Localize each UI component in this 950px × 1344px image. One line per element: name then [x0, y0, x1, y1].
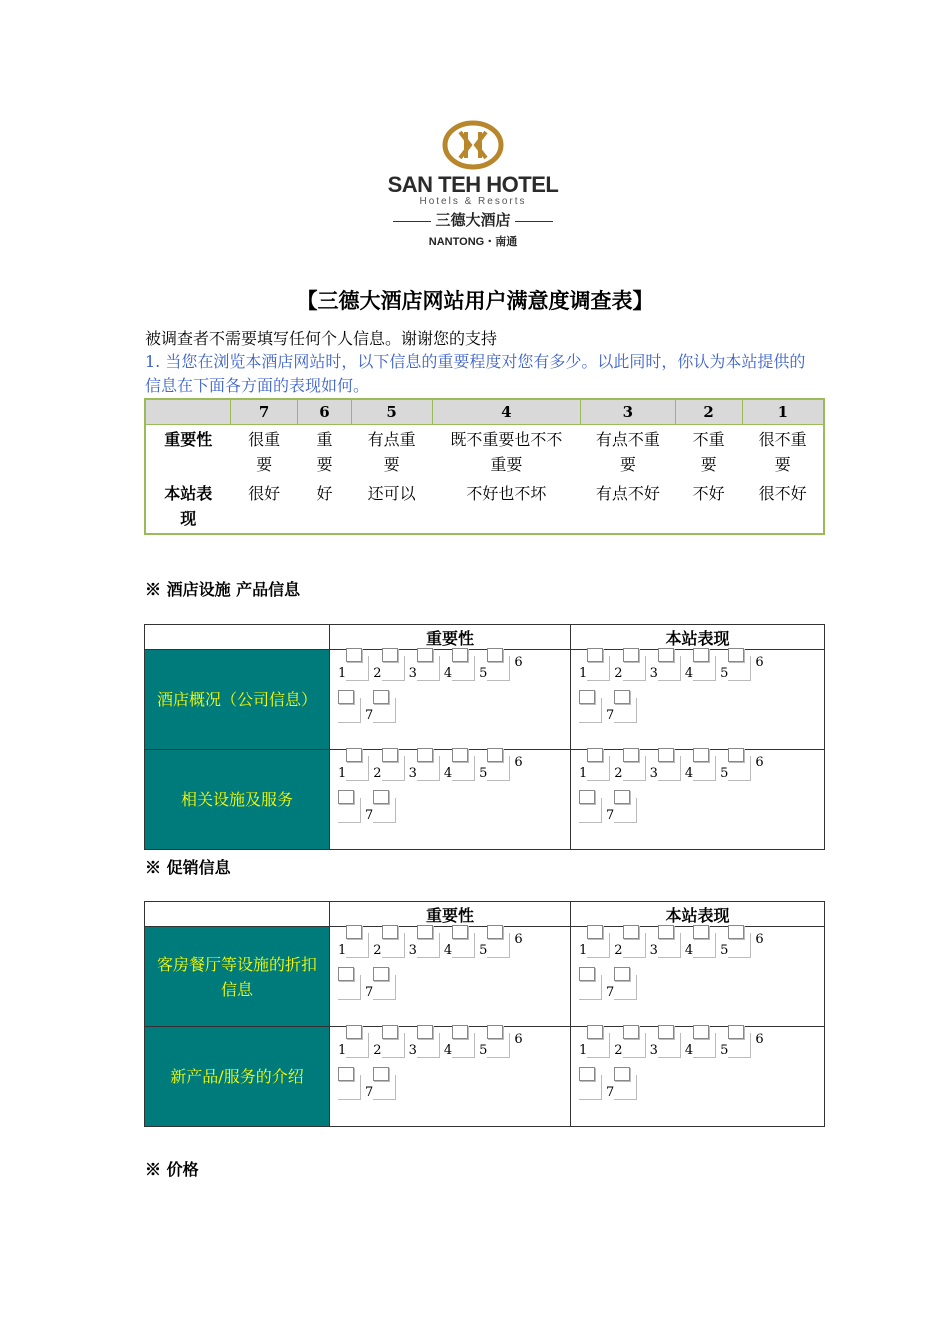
rating-options: [571, 1027, 824, 1100]
rating-number: 7: [606, 1085, 615, 1100]
rating-option-2[interactable]: [373, 1033, 404, 1058]
rating-number: 1: [579, 1043, 588, 1058]
rating-number: 4: [684, 666, 694, 681]
rating-number: 4: [443, 666, 453, 681]
rating-checkbox[interactable]: [487, 648, 503, 662]
performance-rating: [571, 1027, 825, 1127]
table-row: [145, 927, 825, 1027]
rating-number: 1: [579, 943, 588, 958]
rating-checkbox[interactable]: [346, 1025, 362, 1039]
row-header: 本站表现: [164, 484, 213, 528]
scale-table: [144, 398, 825, 535]
rating-option-4[interactable]: [685, 656, 716, 681]
rating-option-7[interactable]: [606, 798, 637, 823]
rating-number: 3: [649, 666, 658, 681]
hotel-logo: [383, 120, 563, 252]
rating-number: 3: [408, 1043, 417, 1058]
rating-number: 4: [443, 766, 453, 781]
rating-number: 2: [373, 1043, 382, 1058]
rating-option-3[interactable]: [650, 1033, 681, 1058]
rating-number: 6: [755, 755, 764, 770]
rating-checkbox[interactable]: [614, 690, 630, 704]
rating-option-6[interactable]: [755, 1033, 763, 1047]
page-title: 【三德大酒店网站用户满意度调查表】: [296, 288, 654, 313]
rating-checkbox[interactable]: [693, 925, 709, 939]
col-importance: 重要性: [330, 625, 571, 650]
rating-option-2[interactable]: [373, 656, 404, 681]
rating-number: 4: [443, 943, 453, 958]
rating-number: 2: [614, 766, 623, 781]
rating-option-7[interactable]: [365, 798, 396, 823]
rating-option-1[interactable]: [579, 756, 610, 781]
rating-options: [571, 650, 824, 723]
rating-checkbox[interactable]: [346, 925, 362, 939]
scale-cell: 有点重要: [367, 430, 416, 474]
rating-checkbox[interactable]: [658, 1025, 674, 1039]
rating-number: 5: [720, 666, 729, 681]
scale-cell: 好: [316, 484, 333, 503]
rating-number: 1: [338, 766, 347, 781]
rating-options: [330, 1027, 570, 1100]
rating-checkbox-6[interactable]: [579, 975, 602, 1000]
intro-text: 被调查者不需要填写任何个人信息。谢谢您的支持: [145, 329, 498, 348]
section-heading: ※ 价格: [145, 1160, 199, 1179]
rating-number: 6: [514, 655, 523, 670]
rating-checkbox[interactable]: [373, 1067, 389, 1081]
rating-number: 2: [373, 943, 382, 958]
rating-number: 6: [514, 755, 523, 770]
rating-number: 5: [479, 766, 488, 781]
rating-number: 3: [649, 1043, 658, 1058]
rating-checkbox[interactable]: [417, 925, 433, 939]
rating-option-3[interactable]: [409, 756, 440, 781]
rating-table: [144, 624, 825, 850]
hotel-emblem-icon: [442, 120, 504, 170]
rating-number: 3: [408, 666, 417, 681]
col-importance: 重要性: [330, 902, 571, 927]
corner-cell: [145, 902, 330, 927]
rating-checkbox[interactable]: [623, 648, 639, 662]
rating-options: [330, 750, 570, 823]
rating-option-4[interactable]: [444, 656, 475, 681]
table-row: [145, 650, 825, 750]
rating-option-5[interactable]: [720, 1033, 751, 1058]
rating-option-4[interactable]: [444, 1033, 475, 1058]
rating-checkbox-6[interactable]: [338, 798, 361, 823]
row-label: 新产品/服务的介绍: [145, 1027, 330, 1127]
rating-checkbox[interactable]: [614, 1067, 630, 1081]
rating-checkbox[interactable]: [728, 748, 744, 762]
rating-number: 1: [338, 666, 347, 681]
rating-options: [330, 650, 570, 723]
rating-option-5[interactable]: [720, 756, 751, 781]
rating-number: 7: [365, 808, 374, 823]
rating-checkbox-6[interactable]: [579, 698, 602, 723]
rating-option-3[interactable]: [650, 933, 681, 958]
rating-number: 2: [614, 1043, 623, 1058]
rating-checkbox-6[interactable]: [338, 698, 361, 723]
rating-checkbox[interactable]: [382, 648, 398, 662]
rating-number: 1: [338, 1043, 347, 1058]
rating-checkbox[interactable]: [417, 648, 433, 662]
rating-checkbox[interactable]: [587, 925, 603, 939]
scale-cell: 还可以: [367, 484, 416, 503]
rating-option-3[interactable]: [409, 933, 440, 958]
rating-number: 3: [408, 943, 417, 958]
rating-option-2[interactable]: [373, 756, 404, 781]
rating-number: 3: [649, 943, 658, 958]
rating-checkbox[interactable]: [658, 648, 674, 662]
rating-number: 1: [579, 666, 588, 681]
hotel-city: NANTONG・南通: [428, 236, 518, 248]
performance-rating: [571, 750, 825, 850]
rating-checkbox[interactable]: [487, 1025, 503, 1039]
rating-option-1[interactable]: [338, 656, 369, 681]
scale-cell: 很好: [248, 484, 281, 503]
rating-checkbox[interactable]: [658, 748, 674, 762]
rating-option-7[interactable]: [365, 975, 396, 1000]
col-performance: 本站表现: [571, 902, 825, 927]
rating-number: 2: [614, 666, 623, 681]
rating-number: 4: [684, 1043, 694, 1058]
section-heading: ※ 酒店设施 产品信息: [145, 580, 301, 599]
scale-header: 7: [231, 399, 298, 425]
scale-header: 1: [742, 399, 824, 425]
rating-checkbox[interactable]: [587, 648, 603, 662]
scale-cell: 很不好: [758, 484, 807, 503]
scale-header: 5: [351, 399, 432, 425]
hotel-name: SAN TEH HOTEL: [387, 172, 559, 197]
rating-option-2[interactable]: [614, 756, 645, 781]
rating-checkbox[interactable]: [579, 690, 595, 704]
rating-number: 2: [373, 666, 382, 681]
rating-option-4[interactable]: [444, 933, 475, 958]
rating-option-6[interactable]: [755, 933, 763, 947]
rating-number: 3: [649, 766, 658, 781]
rating-checkbox[interactable]: [346, 748, 362, 762]
scale-cell: 很不重要: [758, 430, 807, 474]
rating-checkbox[interactable]: [338, 790, 354, 804]
rating-option-6[interactable]: [514, 756, 522, 770]
rating-number: 7: [606, 708, 615, 723]
rating-option-6[interactable]: [514, 656, 522, 670]
rating-checkbox[interactable]: [346, 648, 362, 662]
scale-header: [145, 399, 231, 425]
rating-checkbox[interactable]: [338, 690, 354, 704]
rating-checkbox[interactable]: [728, 1025, 744, 1039]
rating-number: 4: [443, 1043, 453, 1058]
rating-option-3[interactable]: [409, 1033, 440, 1058]
rating-checkbox[interactable]: [587, 748, 603, 762]
rating-number: 5: [479, 666, 488, 681]
rating-checkbox[interactable]: [579, 1067, 595, 1081]
performance-row: [145, 479, 824, 534]
rating-option-6[interactable]: [755, 656, 763, 670]
question-1: 1. 当您在浏览本酒店网站时，以下信息的重要程度对您有多少。以此同时，你认为本站提供的信息在下面各方面的表现如何。: [145, 352, 806, 395]
rating-option-4[interactable]: [685, 933, 716, 958]
rating-checkbox-6[interactable]: [579, 1075, 602, 1100]
rating-checkbox[interactable]: [579, 967, 595, 981]
scale-cell: 很重要: [248, 430, 281, 474]
rating-option-1[interactable]: [579, 933, 610, 958]
rating-checkbox[interactable]: [728, 925, 744, 939]
rating-number: 3: [408, 766, 417, 781]
rating-checkbox[interactable]: [338, 1067, 354, 1081]
rating-number: 5: [479, 943, 488, 958]
rating-checkbox[interactable]: [338, 967, 354, 981]
rating-option-1[interactable]: [338, 933, 369, 958]
rating-option-2[interactable]: [373, 933, 404, 958]
table-row: [145, 1027, 825, 1127]
performance-rating: [571, 650, 825, 750]
rating-checkbox[interactable]: [382, 925, 398, 939]
rating-checkbox[interactable]: [487, 748, 503, 762]
rating-options: [571, 927, 824, 1000]
rating-number: 7: [365, 985, 374, 1000]
scale-cell: 重要: [316, 430, 333, 474]
col-performance: 本站表现: [571, 625, 825, 650]
rating-option-5[interactable]: [479, 656, 510, 681]
rating-option-7[interactable]: [365, 1075, 396, 1100]
rating-checkbox[interactable]: [452, 1025, 468, 1039]
rating-option-1[interactable]: [338, 756, 369, 781]
rating-checkbox[interactable]: [373, 790, 389, 804]
rating-option-5[interactable]: [479, 1033, 510, 1058]
rating-number: 5: [720, 1043, 729, 1058]
rating-checkbox[interactable]: [382, 1025, 398, 1039]
scale-cell: 有点不好: [595, 484, 660, 503]
rating-option-7[interactable]: [606, 975, 637, 1000]
rating-option-7[interactable]: [606, 698, 637, 723]
performance-rating: [571, 927, 825, 1027]
rating-option-6[interactable]: [514, 933, 522, 947]
rating-number: 6: [755, 655, 764, 670]
hotel-chinese-name: 三德大酒店: [383, 209, 563, 230]
rating-option-3[interactable]: [650, 756, 681, 781]
importance-row: [145, 425, 824, 480]
row-label: 酒店概况（公司信息）: [145, 650, 330, 750]
rating-checkbox[interactable]: [614, 790, 630, 804]
rating-number: 5: [720, 943, 729, 958]
rating-option-3[interactable]: [409, 656, 440, 681]
rating-checkbox[interactable]: [579, 790, 595, 804]
rating-number: 1: [579, 766, 588, 781]
scale-cell: 既不重要也不不重要: [450, 430, 563, 474]
corner-cell: [145, 625, 330, 650]
rating-checkbox[interactable]: [452, 648, 468, 662]
scale-cell: 有点不重要: [595, 430, 660, 474]
rating-checkbox[interactable]: [587, 1025, 603, 1039]
rating-number: 6: [514, 932, 523, 947]
rating-checkbox[interactable]: [373, 967, 389, 981]
rating-checkbox-6[interactable]: [338, 975, 361, 1000]
rating-number: 6: [755, 932, 764, 947]
rating-checkbox[interactable]: [382, 748, 398, 762]
rating-option-4[interactable]: [444, 756, 475, 781]
rating-option-6[interactable]: [755, 756, 763, 770]
rating-checkbox[interactable]: [614, 967, 630, 981]
scale-header-row: [145, 399, 824, 425]
scale-header: 6: [298, 399, 352, 425]
rating-number: 4: [684, 943, 694, 958]
rating-number: 7: [606, 808, 615, 823]
rating-number: 6: [755, 1032, 764, 1047]
rating-number: 7: [365, 708, 374, 723]
rating-option-7[interactable]: [365, 698, 396, 723]
table-row: [145, 750, 825, 850]
scale-cell: 不好: [692, 484, 725, 503]
rating-option-3[interactable]: [650, 656, 681, 681]
rating-checkbox[interactable]: [623, 925, 639, 939]
rating-checkbox[interactable]: [693, 648, 709, 662]
rating-number: 5: [479, 1043, 488, 1058]
rating-option-4[interactable]: [685, 756, 716, 781]
rating-checkbox[interactable]: [417, 748, 433, 762]
rating-option-5[interactable]: [720, 656, 751, 681]
rating-checkbox[interactable]: [693, 748, 709, 762]
rating-option-1[interactable]: [579, 1033, 610, 1058]
rating-options: [330, 927, 570, 1000]
rating-option-2[interactable]: [614, 933, 645, 958]
rating-option-6[interactable]: [514, 1033, 522, 1047]
rating-option-1[interactable]: [579, 656, 610, 681]
rating-checkbox[interactable]: [728, 648, 744, 662]
rating-option-5[interactable]: [479, 756, 510, 781]
rating-checkbox[interactable]: [487, 925, 503, 939]
rating-number: 2: [614, 943, 623, 958]
rating-option-5[interactable]: [720, 933, 751, 958]
rating-table: [144, 901, 825, 1127]
rating-number: 4: [684, 766, 694, 781]
rating-checkbox[interactable]: [693, 1025, 709, 1039]
rating-options: [571, 750, 824, 823]
scale-header: 4: [432, 399, 581, 425]
rating-option-4[interactable]: [685, 1033, 716, 1058]
rating-option-1[interactable]: [338, 1033, 369, 1058]
rating-checkbox[interactable]: [452, 925, 468, 939]
rating-number: 1: [338, 943, 347, 958]
rating-number: 5: [720, 766, 729, 781]
rating-number: 2: [373, 766, 382, 781]
rating-checkbox[interactable]: [623, 1025, 639, 1039]
importance-rating: [330, 750, 571, 850]
rating-number: 6: [514, 1032, 523, 1047]
scale-header: 3: [581, 399, 675, 425]
rating-number: 7: [606, 985, 615, 1000]
rating-checkbox[interactable]: [452, 748, 468, 762]
importance-rating: [330, 1027, 571, 1127]
rating-option-5[interactable]: [479, 933, 510, 958]
section-heading: ※ 促销信息: [145, 858, 231, 877]
rating-number: 7: [365, 1085, 374, 1100]
rating-option-7[interactable]: [606, 1075, 637, 1100]
rating-checkbox[interactable]: [623, 748, 639, 762]
rating-option-2[interactable]: [614, 656, 645, 681]
row-header: 重要性: [164, 430, 213, 449]
rating-checkbox-6[interactable]: [338, 1075, 361, 1100]
hotel-subtitle: Hotels & Resorts: [419, 196, 527, 207]
row-label: 相关设施及服务: [145, 750, 330, 850]
scale-cell: 不重要: [692, 430, 725, 474]
rating-checkbox[interactable]: [417, 1025, 433, 1039]
importance-rating: [330, 927, 571, 1027]
rating-option-2[interactable]: [614, 1033, 645, 1058]
rating-checkbox[interactable]: [658, 925, 674, 939]
importance-rating: [330, 650, 571, 750]
scale-header: 2: [675, 399, 742, 425]
row-label: 客房餐厅等设施的折扣信息: [145, 927, 330, 1027]
rating-checkbox[interactable]: [373, 690, 389, 704]
rating-checkbox-6[interactable]: [579, 798, 602, 823]
scale-cell: 不好也不坏: [466, 484, 547, 503]
